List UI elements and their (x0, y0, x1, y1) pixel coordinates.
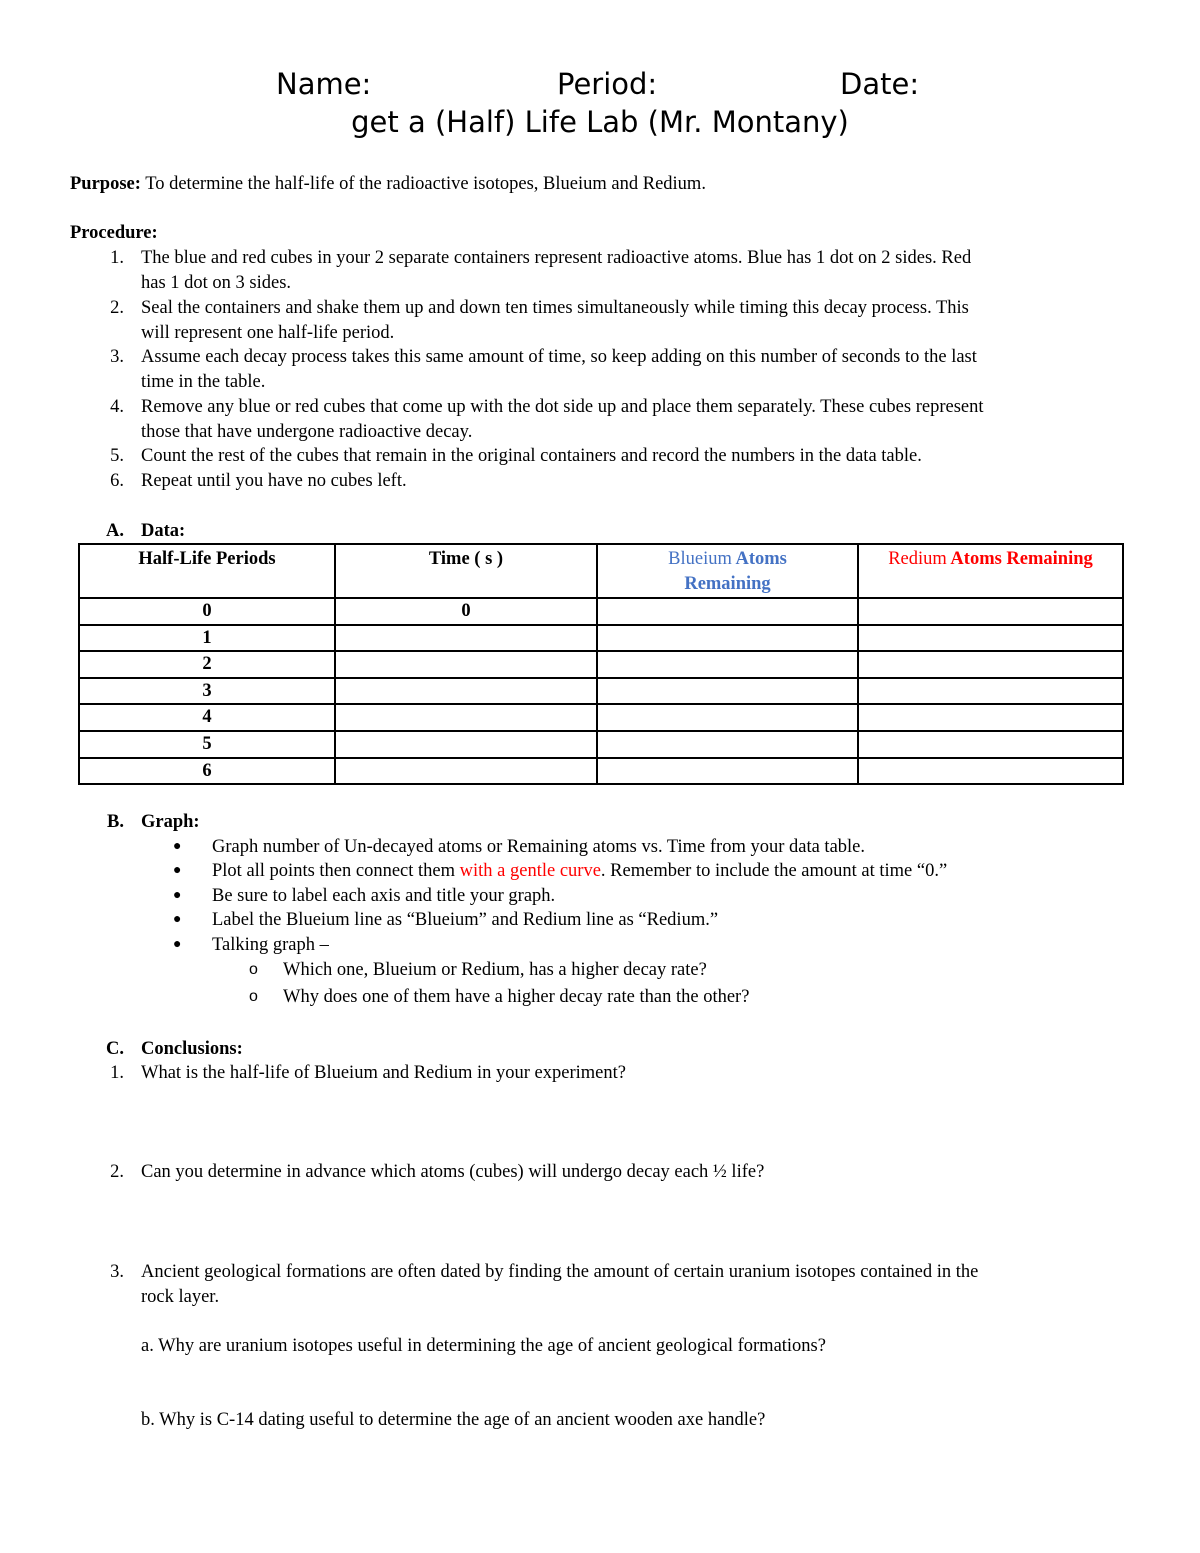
blueium-cell[interactable] (597, 678, 858, 705)
purpose-text: To determine the half-life of the radioactive isotopes, Blueium and Redium. (140, 174, 706, 194)
time-cell[interactable] (335, 651, 597, 678)
bullet-icon: ● (173, 888, 182, 903)
blueium-cell[interactable] (597, 651, 858, 678)
table-row (79, 651, 1123, 678)
period-cell: 6 (79, 758, 335, 785)
header-redium: Redium Atoms Remaining (858, 544, 1123, 598)
table-header-row (79, 544, 1123, 598)
time-cell[interactable] (335, 704, 597, 731)
blueium-cell[interactable] (597, 704, 858, 731)
time-cell[interactable] (335, 678, 597, 705)
time-cell[interactable]: 0 (335, 598, 597, 625)
blueium-cell[interactable] (597, 598, 858, 625)
header-time: Time ( s ) (335, 544, 597, 598)
conclusion-question-3a: a. Why are uranium isotopes useful in determining the age of ancient geological formations? (141, 1336, 826, 1356)
period-cell: 4 (79, 704, 335, 731)
redium-cell[interactable] (858, 625, 1123, 652)
redium-cell[interactable] (858, 651, 1123, 678)
blueium-cell[interactable] (597, 625, 858, 652)
table-row (79, 678, 1123, 705)
purpose-label: Purpose: (70, 174, 141, 194)
header-half-life-periods: Half-Life Periods (79, 544, 335, 598)
redium-cell[interactable] (858, 678, 1123, 705)
blueium-cell[interactable] (597, 758, 858, 785)
period-cell: 0 (79, 598, 335, 625)
data-table (78, 543, 1124, 785)
date-label: Date: (840, 67, 920, 101)
redium-cell[interactable] (858, 758, 1123, 785)
bullet-icon: ● (173, 839, 182, 854)
hollow-bullet-icon: o (249, 961, 258, 978)
period-cell: 1 (79, 625, 335, 652)
purpose-line (70, 172, 706, 197)
bullet-icon: ● (173, 937, 182, 952)
table-row (79, 731, 1123, 758)
conclusion-question-3b: b. Why is C-14 dating useful to determine the age of an ancient wooden axe handle? (141, 1410, 766, 1430)
bullet-icon: ● (173, 912, 182, 927)
header-blueium: Blueium Atoms Remaining (597, 544, 858, 598)
hollow-bullet-icon: o (249, 988, 258, 1005)
redium-cell[interactable] (858, 704, 1123, 731)
page-title: get a (Half) Life Lab (Mr. Montany) (351, 105, 849, 139)
table-row (79, 625, 1123, 652)
time-cell[interactable] (335, 625, 597, 652)
period-cell: 3 (79, 678, 335, 705)
period-cell: 5 (79, 731, 335, 758)
bullet-icon: ● (173, 863, 182, 878)
redium-cell[interactable] (858, 731, 1123, 758)
name-label: Name: (276, 67, 372, 101)
redium-cell[interactable] (858, 598, 1123, 625)
time-cell[interactable] (335, 731, 597, 758)
table-row (79, 598, 1123, 625)
header-fields (0, 67, 1200, 108)
period-label: Period: (557, 67, 658, 101)
time-cell[interactable] (335, 758, 597, 785)
table-row (79, 758, 1123, 785)
procedure-heading: Procedure: (70, 223, 158, 243)
table-row (79, 704, 1123, 731)
period-cell: 2 (79, 651, 335, 678)
blueium-cell[interactable] (597, 731, 858, 758)
